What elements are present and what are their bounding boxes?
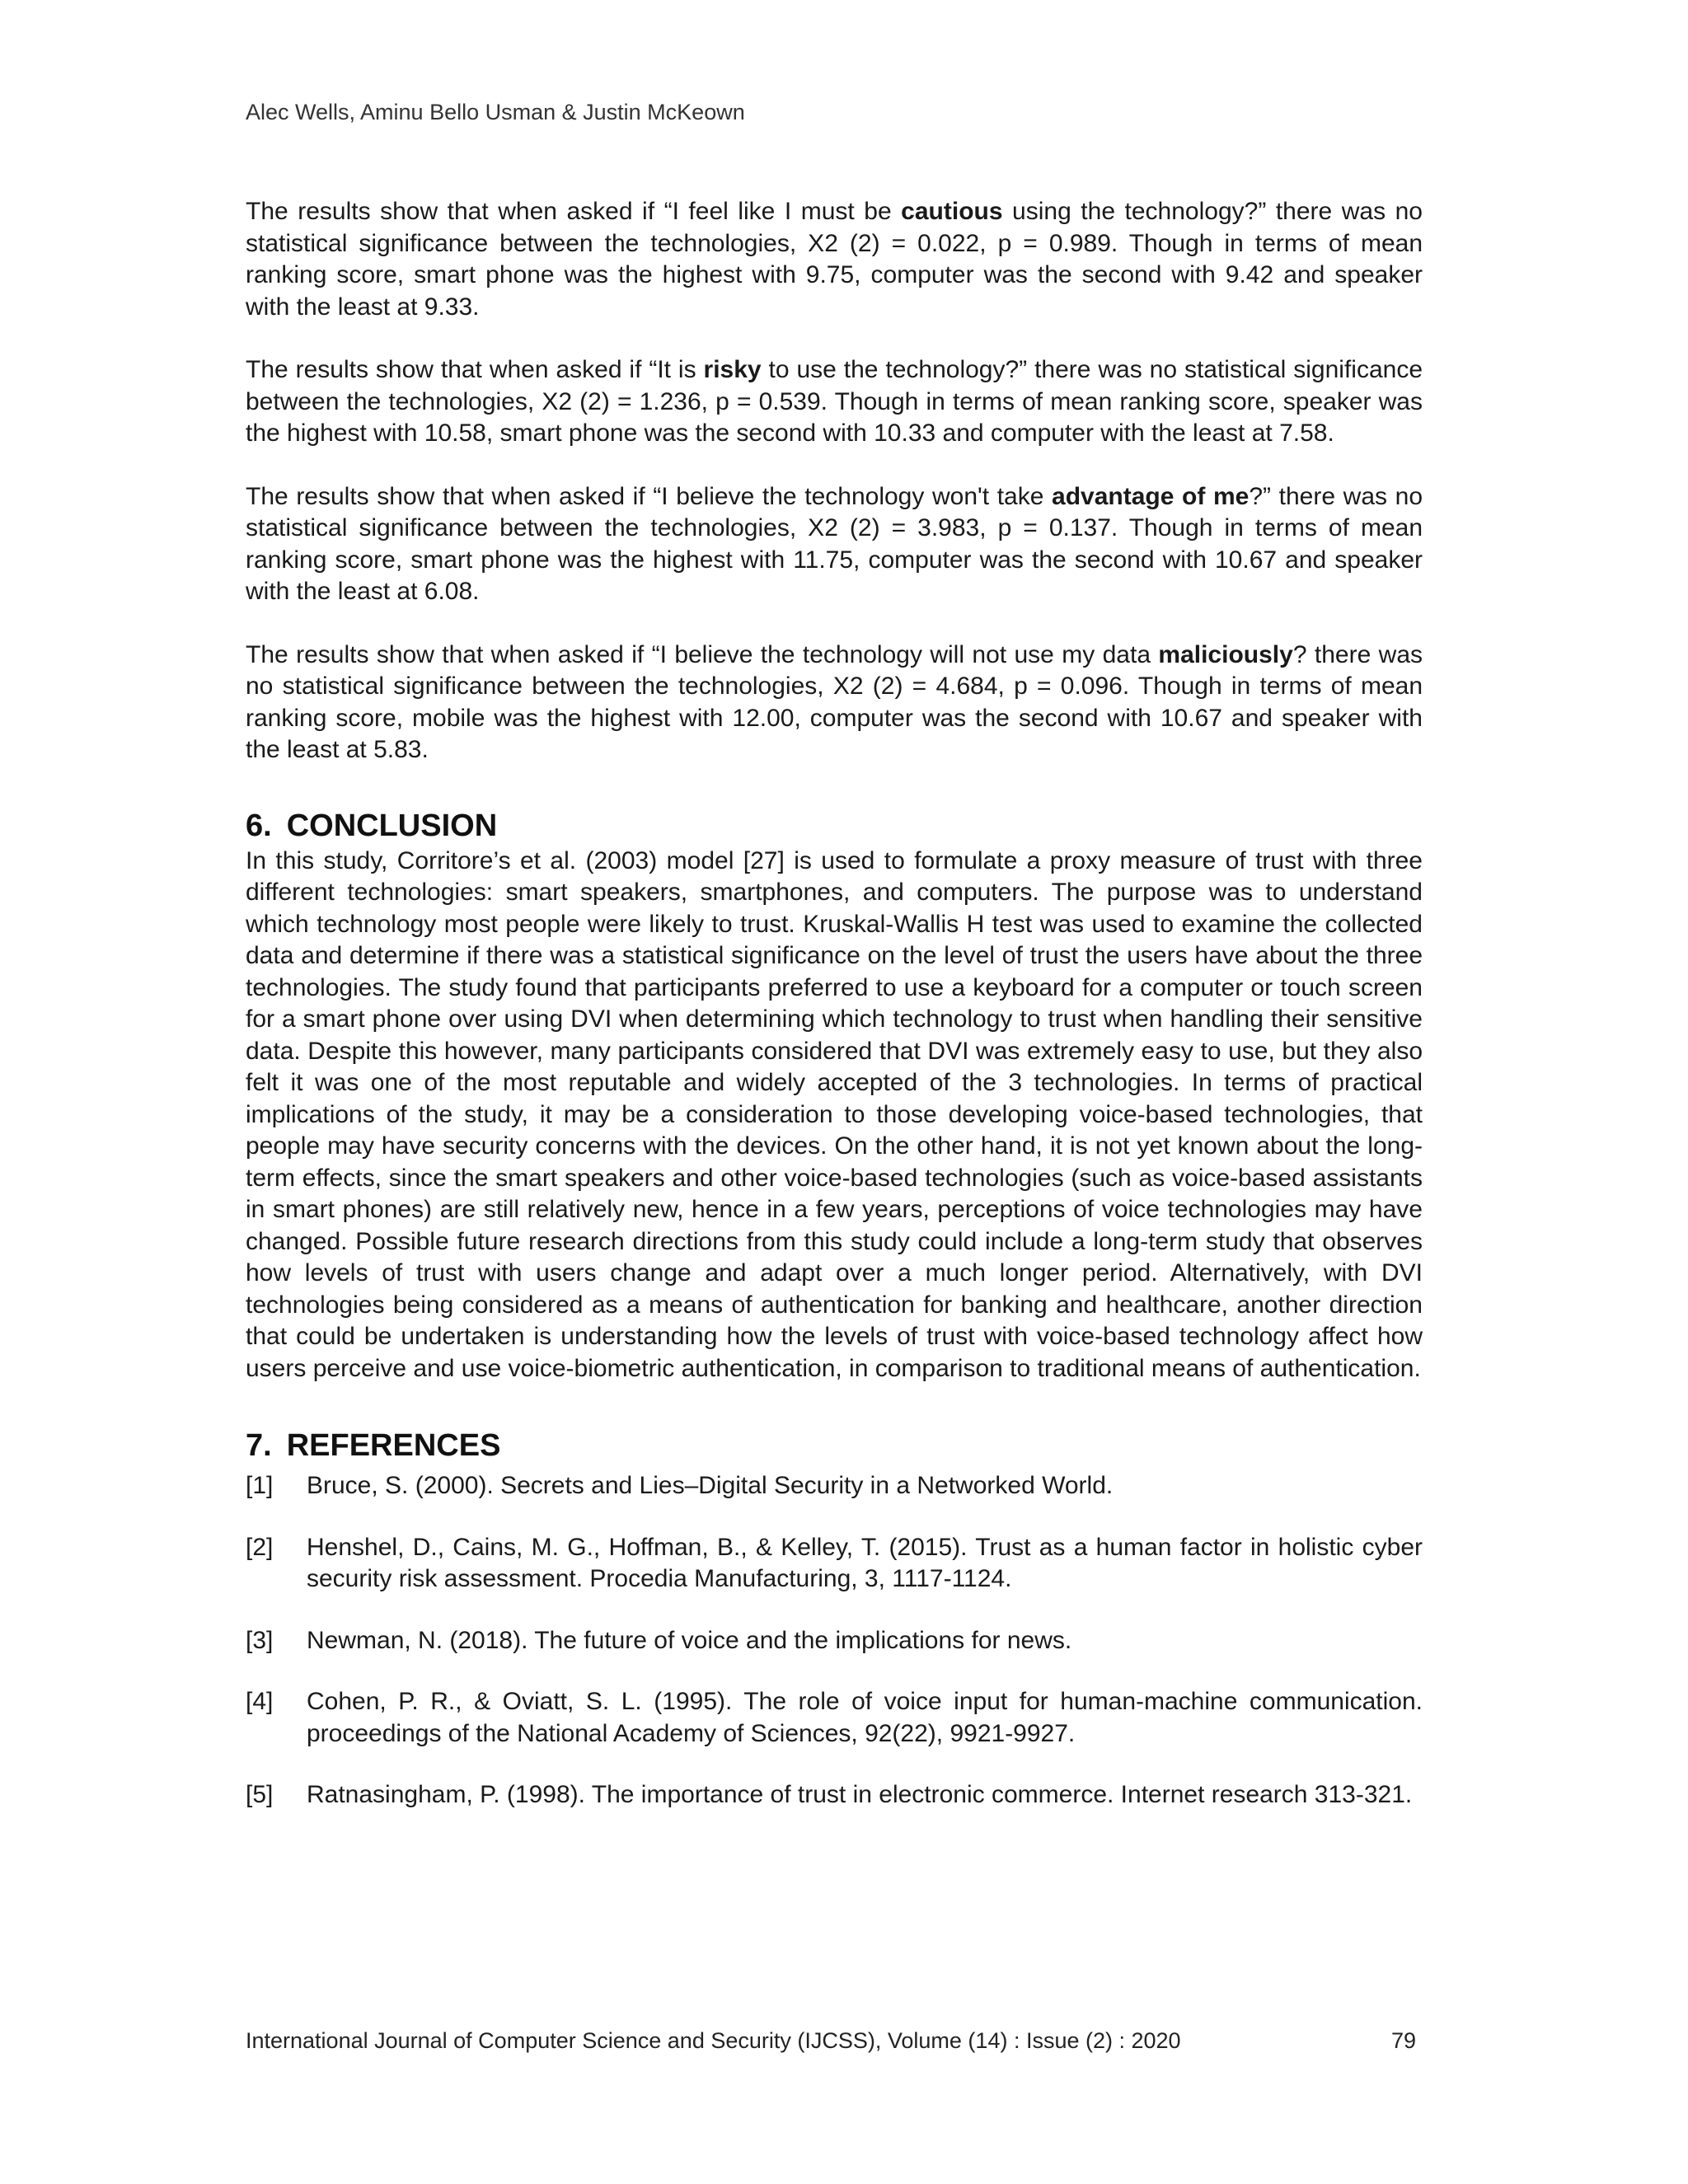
reference-text: Bruce, S. (2000). Secrets and Lies–Digital Security in a Networked World. [307,1472,1114,1499]
emphasis-term: maliciously [1158,640,1293,668]
reference-text: Ratnasingham, P. (1998). The importance of trust in electronic commerce. Internet research 313-321. [307,1781,1413,1808]
reference-number: [2] [246,1533,274,1561]
section-heading-conclusion [246,808,1423,844]
emphasis-term: risky [703,356,762,383]
paragraph-text: The results show that when asked if “It is [246,356,704,383]
reference-number: [4] [246,1688,274,1715]
page-footer [246,2026,1423,2055]
reference-text: Henshel, D., Cains, M. G., Hoffman, B., & Kelley, T. (2015). Trust as a human factor in holistic cyber security risk assessment. Procedia Manufacturing, 3, 1117-1124. [307,1533,1423,1592]
paragraph-text: using the technology?” there was no statistical significance between the technologies, X2 (2) = 0.022, p = 0.989. Though in terms of mean ranking score, smart phone was the highest with 9.75, computer was the second with 9.42 and speaker with the least at 9.33. [246,198,1423,321]
paragraph-text: ?” there was no statistical significance between the technologies, X2 (2) = 3.983, p = 0.137. Though in terms of mean ranking score, smart phone was the highest with 11.75, computer was the second with 10.67 and speaker with the least at 6.08. [246,482,1423,605]
paragraph-text: to use the technology?” there was no statistical significance between the technologies, X2 (2) = 1.236, p = 0.539. Though in terms of mean ranking score, speaker was the highest with 10.58, smart phone was the second with 10.33 and computer with the least at 7.58. [246,356,1423,447]
results-paragraph-maliciously [246,640,1423,766]
reference-text: Newman, N. (2018). The future of voice and the implications for news. [307,1626,1072,1654]
results-paragraph-risky [246,354,1423,450]
paragraph-text: ? there was no statistical significance between the technologies, X2 (2) = 4.684, p = 0.096. Though in terms of mean ranking score, mobile was the highest with 12.00, computer was the second with 10.67 and speaker with the least at 5.83. [246,640,1423,763]
section-title: REFERENCES [286,1428,501,1463]
reference-item-5 [246,1779,1423,1811]
reference-number: [5] [246,1781,274,1808]
paragraph-text: The results show that when asked if “I believe the technology won't take [246,482,1053,510]
footer-journal-citation: International Journal of Computer Science and Security (IJCSS), Volume (14) : Issue (2) : 2020 [246,2028,1181,2053]
emphasis-term: advantage of me [1052,482,1250,510]
reference-list [246,1470,1423,1811]
emphasis-term: cautious [901,198,1003,225]
reference-text: Cohen, P. R., & Oviatt, S. L. (1995). The role of voice input for human-machine communication. proceedings of the National Academy of Sciences, 92(22), 9921-9927. [307,1688,1423,1747]
paragraph-text: The results show that when asked if “I believe the technology will not use my data [246,640,1159,668]
reference-item-1 [246,1470,1423,1502]
paragraph-text: The results show that when asked if “I feel like I must be [246,198,902,225]
reference-item-3 [246,1625,1423,1657]
page-number: 79 [1390,2028,1416,2053]
page-content [246,196,1423,1841]
reference-item-4 [246,1686,1423,1750]
reference-number: [3] [246,1626,274,1654]
running-header-authors: Alec Wells, Aminu Bello Usman & Justin McKeown [246,100,745,124]
reference-item-2 [246,1532,1423,1596]
section-number: 7. [246,1428,272,1463]
section-title: CONCLUSION [286,808,498,843]
section-number: 6. [246,808,272,843]
results-paragraph-cautious [246,196,1423,323]
conclusion-paragraph: In this study, Corritore’s et al. (2003) model [27] is used to formulate a proxy measure of trust with three different technologies: smart speakers, smartphones, and computers. The purpose was to understand which technology most people were likely to trust. Kruskal-Wallis H test was used to examine the collected data and determine if there was a statistical significance on the level of trust the users have about the three technologies. The study found that participants preferred to use a keyboard for a computer or touch screen for a smart phone over using DVI when determining which technology to trust when handling their sensitive data. Despite this however, many participants considered that DVI was extremely easy to use, but they also felt it was one of the most reputable and widely accepted of the 3 technologies. In terms of practical implications of the study, it may be a consideration to those developing voice-based technologies, that people may have security concerns with the devices. On the other hand, it is not yet known about the long-term effects, since the smart speakers and other voice-based technologies (such as voice-based assistants in smart phones) are still relatively new, hence in a few years, perceptions of voice technologies may have changed. Possible future research directions from this study could include a long-term study that observes how levels of trust with users change and adapt over a much longer period. Alternatively, with DVI technologies being considered as a means of authentication for banking and healthcare, another direction that could be undertaken is understanding how the levels of trust with voice-based technology affect how users perceive and use voice-biometric authentication, in comparison to traditional means of authentication. [246,846,1423,1382]
results-paragraph-advantage [246,481,1423,608]
reference-number: [1] [246,1472,274,1499]
section-heading-references [246,1427,1423,1464]
